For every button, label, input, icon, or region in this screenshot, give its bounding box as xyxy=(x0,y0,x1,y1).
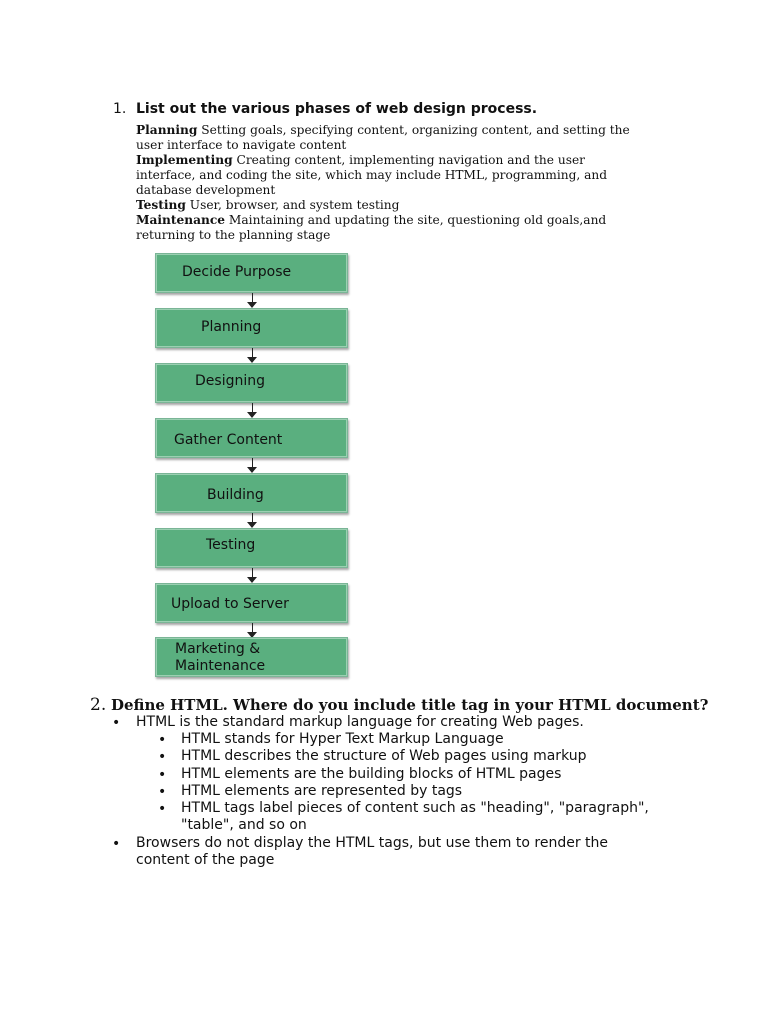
flow-connector xyxy=(252,348,253,357)
flow-connector xyxy=(252,293,253,302)
bullet-dot: • xyxy=(158,801,167,817)
flow-step-label: Planning xyxy=(201,319,262,335)
flow-connector xyxy=(252,403,253,412)
arrowhead-icon xyxy=(247,412,257,418)
flow-step-marketing-maintenance xyxy=(155,637,348,677)
phase-testing xyxy=(136,198,636,213)
sub-bullet-item: HTML tags label pieces of content such as "heading", "paragraph", "table", and so on xyxy=(181,800,649,834)
arrowhead-icon xyxy=(247,467,257,473)
sub-bullet-item: HTML elements are the building blocks of HTML pages xyxy=(181,766,562,782)
arrowhead-icon xyxy=(247,632,257,638)
bullet-item: HTML is the standard markup language for creating Web pages. xyxy=(136,714,584,730)
flow-step-label: Building xyxy=(207,487,264,503)
phase-term: Implementing xyxy=(136,153,233,167)
flow-step-label: Upload to Server xyxy=(171,596,289,612)
flow-step-building xyxy=(155,473,348,513)
flow-step-label: Gather Content xyxy=(174,432,283,448)
question-2-title: Define HTML. Where do you include title tag in your HTML document? xyxy=(111,696,709,714)
arrowhead-icon xyxy=(247,577,257,583)
bullet-dot: • xyxy=(158,732,167,748)
bullet-dot: • xyxy=(158,784,167,800)
phase-text: Maintaining and updating the site, questioning old goals,and returning to the planning stage xyxy=(136,213,607,242)
flow-connector xyxy=(252,568,253,577)
flow-connector xyxy=(252,513,253,522)
flow-step-planning xyxy=(155,308,348,348)
bullet-dot: • xyxy=(158,749,167,765)
question-2-number: 2. xyxy=(90,695,107,715)
flow-step-label: Designing xyxy=(195,373,265,389)
question-1-title: List out the various phases of web design process. xyxy=(136,101,538,117)
phase-implementing xyxy=(136,153,636,198)
flow-connector xyxy=(252,623,253,632)
phase-text: User, browser, and system testing xyxy=(185,198,400,212)
phase-term: Planning xyxy=(136,123,198,137)
flow-step-gather-content xyxy=(155,418,348,458)
sub-bullet-item: HTML elements are represented by tags xyxy=(181,783,463,799)
flow-step-label: Marketing & Maintenance xyxy=(175,641,266,674)
bullet-dot: • xyxy=(112,715,121,731)
flow-step-label: Decide Purpose xyxy=(182,264,292,280)
phase-planning xyxy=(136,123,636,153)
phase-maintenance xyxy=(136,213,636,243)
bullet-item: Browsers do not display the HTML tags, but use them to render the content of the page xyxy=(136,835,609,869)
phase-text: Creating content, implementing navigation and the user interface, and coding the site, which may include HTML, programming, and database development xyxy=(136,153,608,197)
bullet-dot: • xyxy=(158,767,167,783)
flow-step-testing xyxy=(155,528,348,568)
flow-step-label: Testing xyxy=(206,537,256,553)
phase-term: Testing xyxy=(136,198,186,212)
sub-bullet-item: HTML describes the structure of Web pages using markup xyxy=(181,748,587,764)
sub-bullet-item: HTML stands for Hyper Text Markup Language xyxy=(181,731,504,747)
arrowhead-icon xyxy=(247,357,257,363)
phases-description xyxy=(136,123,636,243)
arrowhead-icon xyxy=(247,302,257,308)
flow-step-decide-purpose xyxy=(155,253,348,293)
phase-text: Setting goals, specifying content, organizing content, and setting the user interface to navigate content xyxy=(136,123,630,152)
arrowhead-icon xyxy=(247,522,257,528)
question-1-number: 1. xyxy=(113,101,127,117)
flow-step-upload-to-server xyxy=(155,583,348,623)
phase-term: Maintenance xyxy=(136,213,226,227)
flow-step-designing xyxy=(155,363,348,403)
flow-connector xyxy=(252,458,253,467)
bullet-dot: • xyxy=(112,836,121,852)
